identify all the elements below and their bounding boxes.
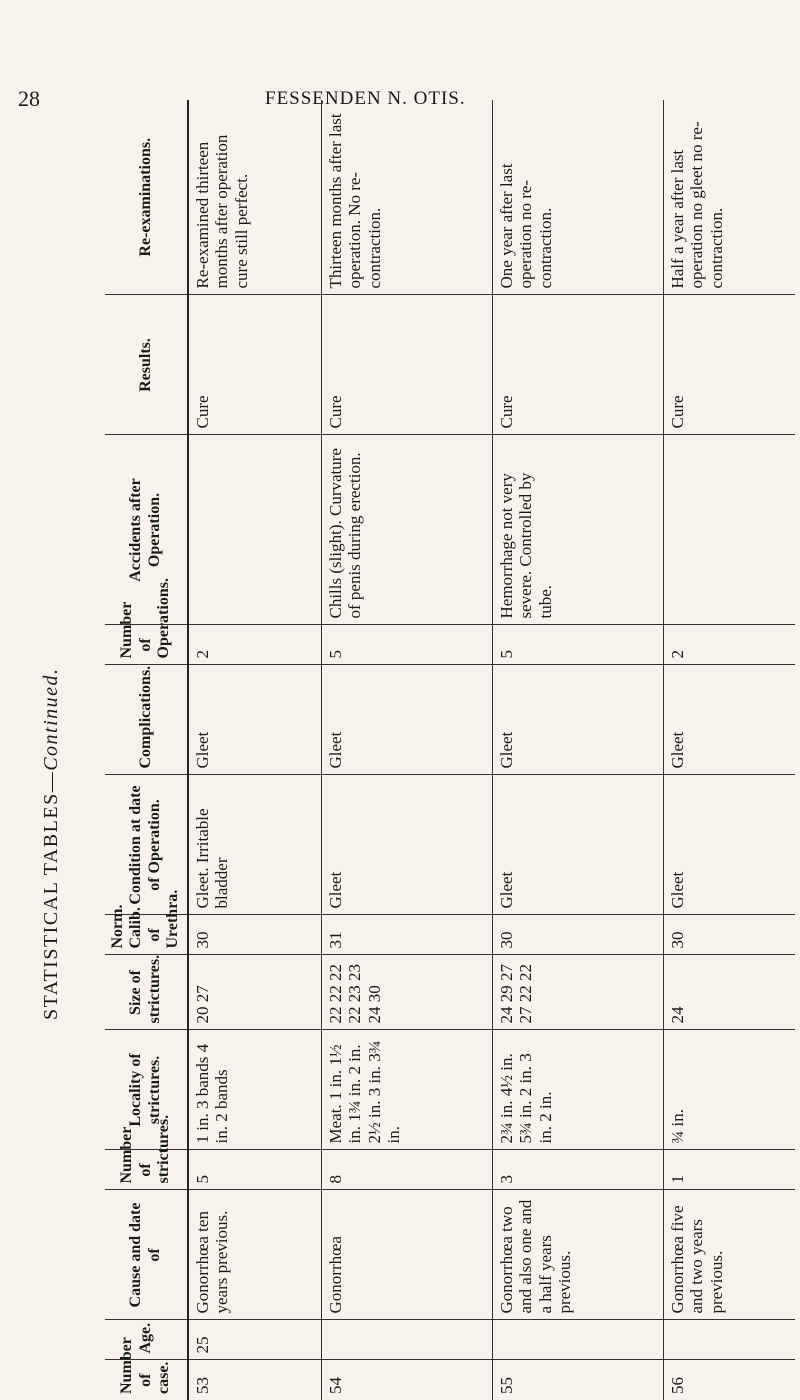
- table-row: [492, 100, 663, 1400]
- column-header: Number of Operations.: [105, 625, 188, 665]
- complications: Gleet: [321, 665, 492, 775]
- reexamination: Half a year after last operation no gleet no re-contraction.: [663, 100, 795, 295]
- page-number: 28: [18, 86, 40, 111]
- age: [663, 1320, 795, 1360]
- calibre: 31: [321, 915, 492, 955]
- locality: 2¾ in. 4½ in. 5¾ in. 2 in. 3 in. 2 in.: [492, 1030, 663, 1150]
- reexamination: Thirteen months after last operation. No re-contraction.: [321, 100, 492, 295]
- size: 24 29 27 27 22 22: [492, 955, 663, 1030]
- cause: Gonorrhœa two and also one and a half years previous.: [492, 1190, 663, 1320]
- condition: Gleet: [663, 775, 795, 915]
- results: Cure: [188, 295, 322, 435]
- complications: Gleet: [188, 665, 322, 775]
- case-number: 56: [667, 1377, 687, 1394]
- locality: Meat. 1 in. 1½ in. 1¾ in. 2 in. 2½ in. 3 in. 3¾ in.: [321, 1030, 492, 1150]
- reexamination: Re-examined thirteen months after operation cure still perfect.: [188, 100, 322, 295]
- number-strictures: 5: [188, 1150, 322, 1190]
- condition: Gleet. Irritable bladder: [188, 775, 322, 915]
- operations: 2: [663, 625, 795, 665]
- calibre: 30: [663, 915, 795, 955]
- table-header-row: [105, 100, 188, 1400]
- size: 20 27: [188, 955, 322, 1030]
- calibre: 30: [492, 915, 663, 955]
- rotated-table-container: [105, 100, 795, 1400]
- accidents: [188, 435, 322, 625]
- column-header: Condition at date of Operation.: [105, 775, 188, 915]
- case-number: 54: [321, 1360, 492, 1400]
- column-header: Size of strictures.: [105, 955, 188, 1030]
- table-row: [321, 100, 492, 1400]
- age: [321, 1320, 492, 1360]
- number-strictures: 1: [663, 1150, 795, 1190]
- age: [492, 1320, 663, 1360]
- size: 22 22 22 22 23 23 24 30: [321, 955, 492, 1030]
- complications: Gleet: [492, 665, 663, 775]
- column-header: Number of strictures.: [105, 1150, 188, 1190]
- accidents: [663, 435, 795, 625]
- results: Cure: [321, 295, 492, 435]
- age: 25: [188, 1320, 322, 1360]
- size: 24: [663, 955, 795, 1030]
- column-header: Accidents after Operation.: [105, 435, 188, 625]
- operations: 5: [492, 625, 663, 665]
- accidents: Hemorrhage not very severe. Controlled by tube.: [492, 435, 663, 625]
- results: Cure: [663, 295, 795, 435]
- column-header: Norm. Calib. of Urethra.: [105, 915, 188, 955]
- accidents: Chills (slight). Curvature of penis during erection.: [321, 435, 492, 625]
- operations: 5: [321, 625, 492, 665]
- cause: Gonorrhœa five and two years previous.: [663, 1190, 795, 1320]
- side-title: [40, 667, 63, 1020]
- side-title-continued: Continued.: [40, 667, 62, 771]
- calibre: 30: [188, 915, 322, 955]
- condition: Gleet: [492, 775, 663, 915]
- table-row: [188, 100, 322, 1400]
- side-title-main: STATISTICAL TABLES—: [40, 770, 62, 1020]
- reexamination: One year after last operation no re-contraction.: [492, 100, 663, 295]
- running-head: FESSENDEN N. OTIS.: [265, 88, 466, 109]
- statistical-table: [105, 100, 795, 1400]
- case-number: 53: [188, 1360, 322, 1400]
- column-header: Results.: [105, 295, 188, 435]
- number-strictures: 8: [321, 1150, 492, 1190]
- complications: Gleet: [663, 665, 795, 775]
- column-header: Age.: [105, 1320, 188, 1360]
- locality: 1 in. 3 bands 4 in. 2 bands: [188, 1030, 322, 1150]
- case-number: 55: [492, 1360, 663, 1400]
- results: Cure: [492, 295, 663, 435]
- column-header: Complications.: [105, 665, 188, 775]
- column-header: Cause and date of: [105, 1190, 188, 1320]
- condition: Gleet: [321, 775, 492, 915]
- column-header: Number of case.: [105, 1360, 188, 1400]
- cause: Gonorrhœa: [321, 1190, 492, 1320]
- locality: ¾ in.: [663, 1030, 795, 1150]
- table-row: [663, 100, 795, 1400]
- number-strictures: 3: [492, 1150, 663, 1190]
- operations: 2: [188, 625, 322, 665]
- column-header: Locality of strictures.: [105, 1030, 188, 1150]
- cause: Gonorrhœa ten years previous.: [188, 1190, 322, 1320]
- column-header: Re-examinations.: [105, 100, 188, 295]
